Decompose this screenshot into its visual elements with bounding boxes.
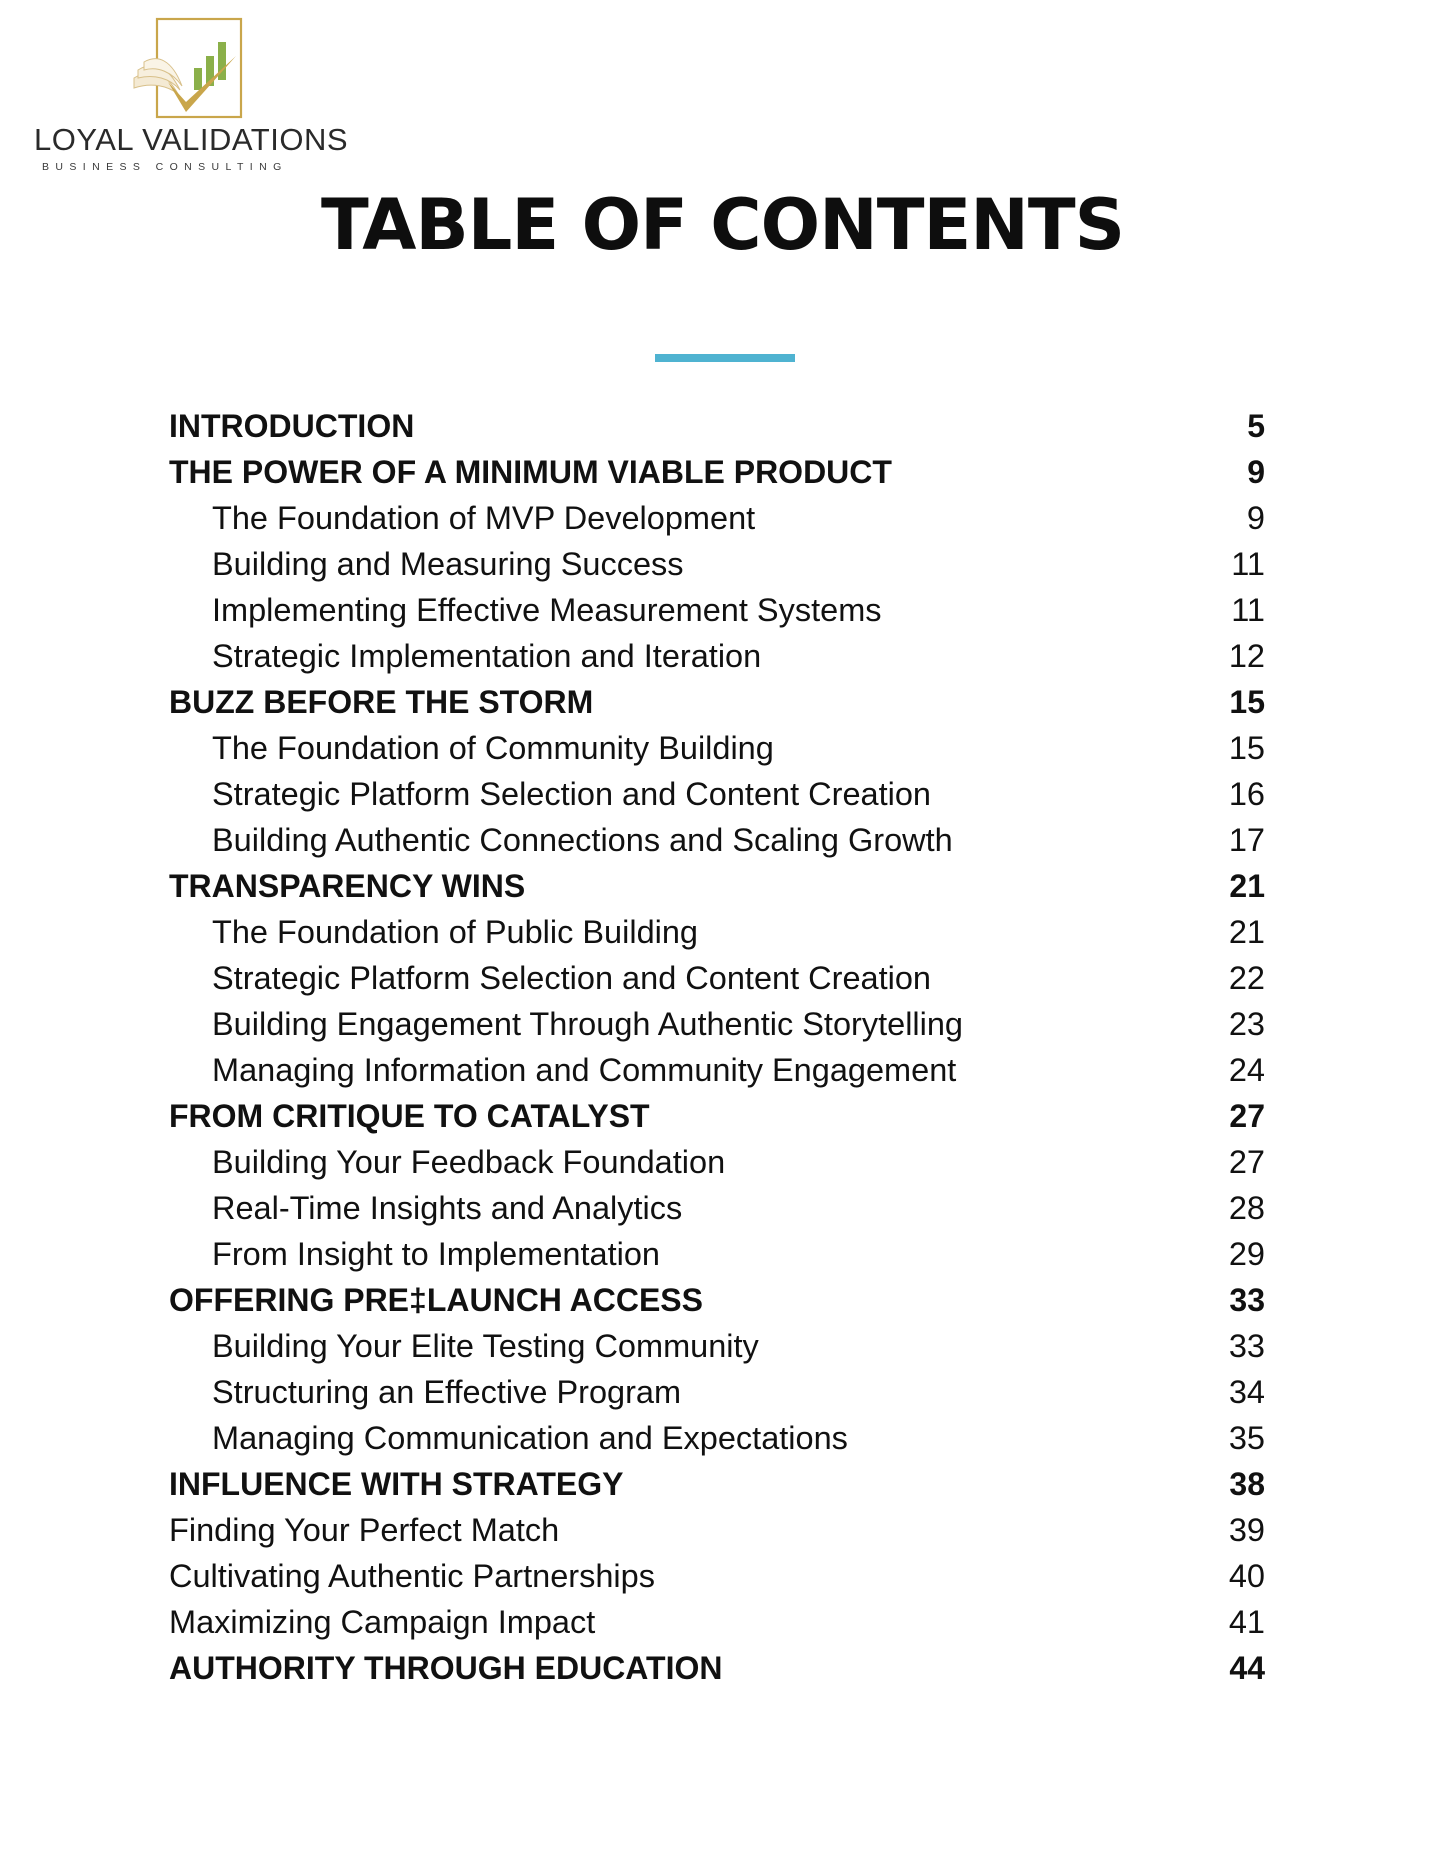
toc-chapter-entry[interactable] — [169, 1277, 1265, 1323]
toc-entry-page-number: 41 — [1228, 1604, 1265, 1640]
toc-entry-page-number: 15 — [1229, 684, 1265, 720]
toc-entry-page-number: 24 — [1228, 1052, 1265, 1088]
toc-section-entry[interactable] — [169, 633, 1265, 679]
toc-entry-page-number: 33 — [1229, 1282, 1265, 1318]
toc-section-entry[interactable] — [169, 955, 1265, 1001]
page-title: TABLE OF CONTENTS — [320, 184, 1125, 266]
toc-entry-page-number: 16 — [1228, 776, 1265, 812]
toc-section-entry[interactable] — [169, 1231, 1265, 1277]
toc-entry-title: The Foundation of Community Building — [212, 730, 774, 766]
toc-entry-page-number: 39 — [1228, 1512, 1265, 1548]
toc-entry-title: Building and Measuring Success — [212, 546, 684, 582]
toc-entry-page-number: 44 — [1229, 1650, 1265, 1686]
title-underline-divider — [655, 354, 795, 362]
toc-entry-title: FROM CRITIQUE TO CATALYST — [169, 1098, 650, 1134]
toc-entry-title: BUZZ BEFORE THE STORM — [169, 684, 594, 720]
toc-entry-page-number: 9 — [1247, 454, 1265, 490]
toc-entry-page-number: 17 — [1228, 822, 1265, 858]
toc-entry-title: Managing Communication and Expectations — [212, 1420, 848, 1456]
toc-entry-title: The Foundation of MVP Development — [212, 500, 756, 536]
toc-chapter-entry[interactable] — [169, 863, 1265, 909]
toc-entry-title: Real-Time Insights and Analytics — [212, 1190, 683, 1226]
toc-entry-page-number: 21 — [1228, 914, 1265, 950]
toc-entry-title: Managing Information and Community Engagement — [212, 1052, 957, 1088]
logo-bar — [194, 68, 202, 90]
table-of-contents — [169, 403, 1265, 1691]
toc-entry-title: Building Authentic Connections and Scaling Growth — [212, 822, 953, 858]
toc-section-entry[interactable] — [169, 587, 1265, 633]
toc-section-entry[interactable] — [169, 1553, 1265, 1599]
toc-entry-page-number: 15 — [1228, 730, 1265, 766]
toc-entry-page-number: 11 — [1231, 546, 1265, 582]
brand-logo — [28, 16, 349, 176]
toc-entry-title: INFLUENCE WITH STRATEGY — [169, 1466, 624, 1502]
toc-section-entry[interactable] — [169, 1001, 1265, 1047]
toc-section-entry[interactable] — [169, 1047, 1265, 1093]
toc-chapter-entry[interactable] — [169, 679, 1265, 725]
toc-entry-page-number: 21 — [1229, 868, 1265, 904]
brand-tagline: BUSINESS CONSULTING — [42, 161, 288, 173]
toc-section-entry[interactable] — [169, 1369, 1265, 1415]
toc-entry-page-number: 34 — [1228, 1374, 1265, 1410]
toc-entry-title: THE POWER OF A MINIMUM VIABLE PRODUCT — [169, 454, 892, 490]
toc-chapter-entry[interactable] — [169, 1461, 1265, 1507]
toc-entry-page-number: 27 — [1229, 1098, 1265, 1134]
toc-entry-page-number: 27 — [1228, 1144, 1265, 1180]
toc-entry-title: From Insight to Implementation — [212, 1236, 660, 1272]
toc-entry-title: AUTHORITY THROUGH EDUCATION — [169, 1650, 723, 1686]
toc-chapter-entry[interactable] — [169, 1645, 1265, 1691]
toc-section-entry[interactable] — [169, 541, 1265, 587]
toc-entry-title: INTRODUCTION — [169, 408, 415, 444]
toc-section-entry[interactable] — [169, 1507, 1265, 1553]
toc-entry-title: Strategic Implementation and Iteration — [212, 638, 762, 674]
toc-section-entry[interactable] — [169, 1139, 1265, 1185]
logo-emblem-icon — [128, 16, 248, 124]
toc-section-entry[interactable] — [169, 1599, 1265, 1645]
toc-entry-page-number: 23 — [1228, 1006, 1265, 1042]
toc-entry-page-number: 5 — [1247, 408, 1265, 444]
toc-section-entry[interactable] — [169, 771, 1265, 817]
toc-entry-title: Strategic Platform Selection and Content Creation — [212, 776, 931, 812]
toc-entry-title: Implementing Effective Measurement Systems — [212, 592, 882, 628]
toc-entry-title: Building Engagement Through Authentic Storytelling — [212, 1006, 964, 1042]
toc-chapter-entry[interactable] — [169, 403, 1265, 449]
toc-entry-title: The Foundation of Public Building — [212, 914, 699, 950]
toc-entry-title: Structuring an Effective Program — [212, 1374, 682, 1410]
toc-section-entry[interactable] — [169, 495, 1265, 541]
toc-entry-title: Maximizing Campaign Impact — [169, 1604, 596, 1640]
toc-entry-page-number: 9 — [1246, 500, 1265, 536]
toc-entry-page-number: 11 — [1231, 592, 1265, 628]
toc-entry-page-number: 35 — [1228, 1420, 1265, 1456]
toc-entry-title: Building Your Feedback Foundation — [212, 1144, 726, 1180]
toc-entry-title: Building Your Elite Testing Community — [212, 1328, 759, 1364]
toc-entry-title: OFFERING PRE‡LAUNCH ACCESS — [169, 1282, 703, 1318]
toc-entry-page-number: 33 — [1228, 1328, 1265, 1364]
toc-entry-page-number: 22 — [1228, 960, 1265, 996]
toc-entry-title: TRANSPARENCY WINS — [169, 868, 526, 904]
toc-section-entry[interactable] — [169, 1185, 1265, 1231]
toc-entry-page-number: 28 — [1228, 1190, 1265, 1226]
brand-name: LOYAL VALIDATIONS — [34, 122, 349, 157]
toc-section-entry[interactable] — [169, 817, 1265, 863]
toc-section-entry[interactable] — [169, 725, 1265, 771]
toc-entry-page-number: 38 — [1229, 1466, 1265, 1502]
toc-entry-page-number: 29 — [1228, 1236, 1265, 1272]
toc-section-entry[interactable] — [169, 1323, 1265, 1369]
toc-entry-page-number: 40 — [1228, 1558, 1265, 1594]
toc-section-entry[interactable] — [169, 1415, 1265, 1461]
toc-entry-title: Cultivating Authentic Partnerships — [169, 1558, 655, 1594]
toc-entry-page-number: 12 — [1228, 638, 1265, 674]
toc-section-entry[interactable] — [169, 909, 1265, 955]
toc-entry-title: Finding Your Perfect Match — [169, 1512, 560, 1548]
toc-chapter-entry[interactable] — [169, 1093, 1265, 1139]
toc-entry-title: Strategic Platform Selection and Content Creation — [212, 960, 931, 996]
toc-chapter-entry[interactable] — [169, 449, 1265, 495]
